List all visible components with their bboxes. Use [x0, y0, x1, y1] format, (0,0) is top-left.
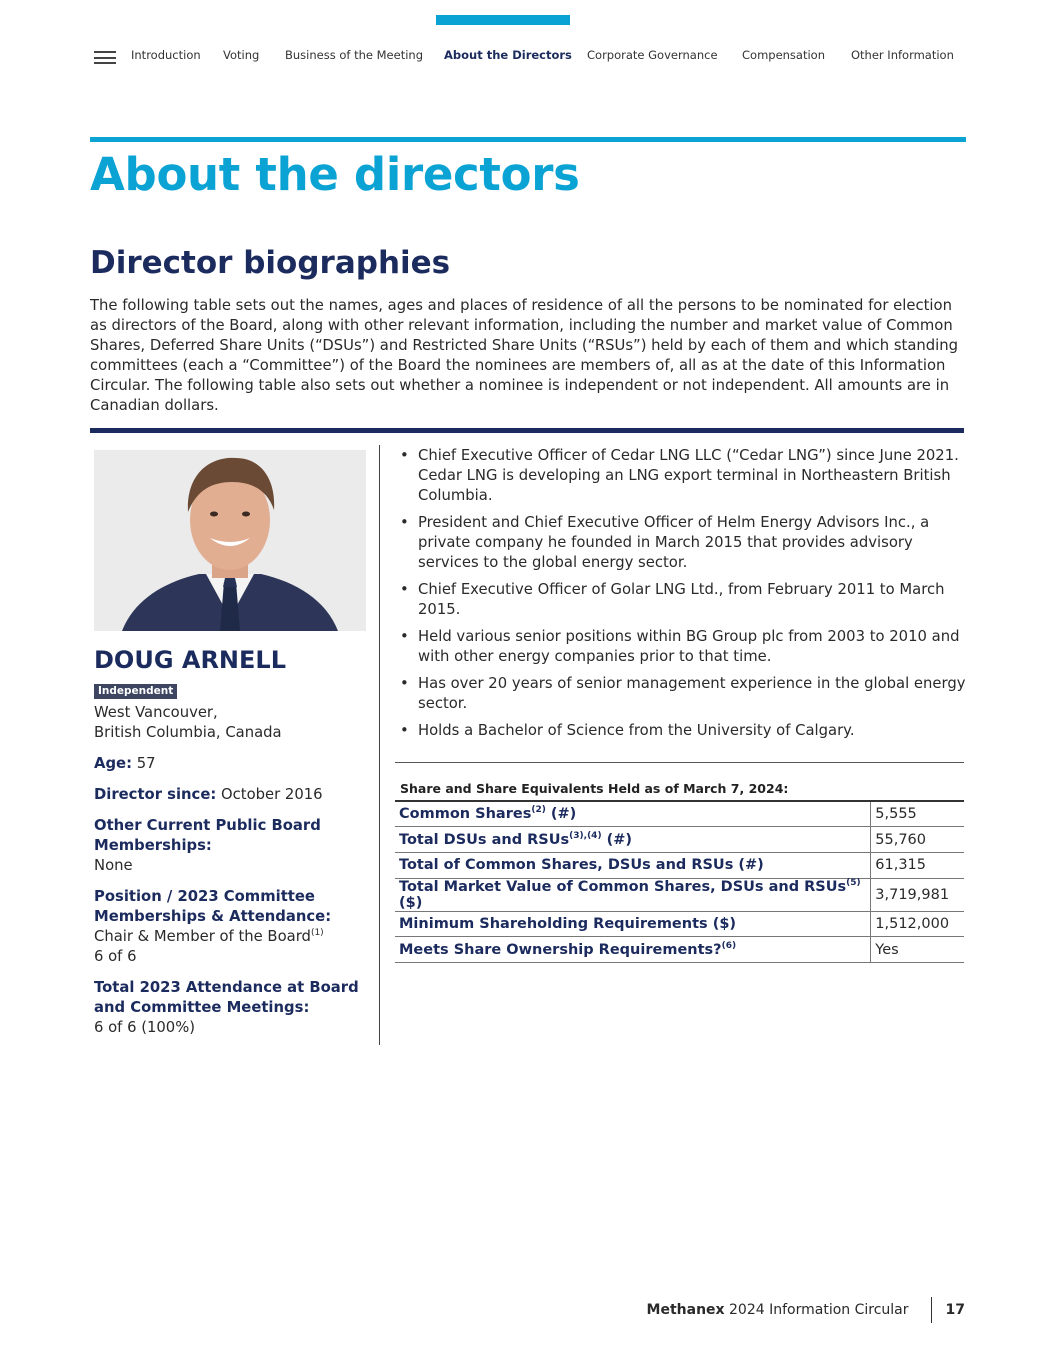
row-label: Total Market Value of Common Shares, DSUs and RSUs — [399, 878, 847, 895]
hamburger-menu-icon[interactable] — [94, 51, 116, 64]
nav-other-information[interactable]: Other Information — [851, 48, 954, 62]
row-footnote: (2) — [531, 805, 546, 816]
table-row — [395, 827, 964, 853]
title-rule — [90, 137, 966, 142]
row-label: Minimum Shareholding Requirements ($) — [399, 915, 737, 932]
row-label: Common Shares — [399, 806, 532, 823]
director-portrait-image — [94, 450, 366, 631]
bio-item: • Held various senior positions within BG Group plc from 2003 to 2010 and with other energy companies prior to that time. — [396, 627, 968, 667]
bio-list — [396, 446, 968, 748]
holdings-caption: Share and Share Equivalents Held as of March 7, 2024: — [400, 781, 789, 796]
row-label: Total of Common Shares, DSUs and RSUs (#) — [399, 857, 764, 874]
total-attendance-label: Total 2023 Attendance at Board and Committee Meetings: — [94, 979, 359, 1016]
age-row — [94, 754, 369, 774]
residence-city: West Vancouver, — [94, 704, 218, 721]
row-footnote: (6) — [721, 940, 737, 951]
nav-compensation[interactable]: Compensation — [742, 48, 825, 62]
age-label: Age: — [94, 755, 132, 772]
row-value: 61,315 — [871, 852, 964, 878]
row-unit: (#) — [545, 806, 577, 823]
table-row — [395, 801, 964, 827]
boards-value: None — [94, 857, 133, 874]
director-photo — [94, 450, 366, 631]
position-label: Position / 2023 Committee Memberships & Attendance: — [94, 888, 332, 925]
footer-brand: Methanex — [646, 1302, 725, 1318]
total-attendance-row — [94, 978, 369, 1038]
bio-item: • Chief Executive Officer of Golar LNG Ltd., from February 2011 to March 2015. — [396, 580, 968, 620]
table-row — [395, 937, 964, 963]
nav-business-of-the-meeting[interactable]: Business of the Meeting — [285, 48, 423, 62]
total-attendance-value: 6 of 6 (100%) — [94, 1019, 196, 1036]
row-value: 55,760 — [871, 827, 964, 853]
row-value: 1,512,000 — [871, 911, 964, 937]
residence-province: British Columbia, Canada — [94, 724, 282, 741]
director-since-label: Director since: — [94, 786, 217, 803]
director-profile — [94, 703, 369, 1049]
boards-row — [94, 816, 369, 876]
row-value: 5,555 — [871, 801, 964, 827]
nav-about-the-directors[interactable]: About the Directors — [444, 48, 572, 62]
bio-item: • Has over 20 years of senior management experience in the global energy sector. — [396, 674, 968, 714]
footer-divider — [931, 1297, 932, 1323]
row-footnote: (5) — [846, 877, 861, 888]
table-row — [395, 852, 964, 878]
footer-document-title: 2024 Information Circular — [724, 1302, 909, 1318]
row-footnote: (3),(4) — [569, 830, 602, 841]
intro-paragraph: The following table sets out the names, ages and places of residence of all the persons to be nominated for election as directors of the Board, along with other relevant information, including the number and market value of Common Shares, Deferred Share Units (“DSUs”) and Restricted Share Units (“RSUs”) held by each of them and which standing committees (each a “Committee”) of the Board the nominees are members of, all as at the date of this Information Circular. The following table also sets out whether a nominee is independent or not independent. All amounts are in Canadian dollars. — [90, 297, 959, 414]
table-row — [395, 911, 964, 937]
holdings-rule — [395, 762, 964, 763]
row-value: 3,719,981 — [871, 878, 964, 911]
page-footer — [647, 1297, 965, 1323]
position-row — [94, 887, 369, 967]
position-attendance: 6 of 6 — [94, 948, 137, 965]
top-nav — [94, 44, 964, 68]
bio-item: • Holds a Bachelor of Science from the University of Calgary. — [396, 721, 968, 741]
row-value: Yes — [871, 937, 964, 963]
page-title: About the directors — [90, 148, 580, 201]
active-section-indicator — [436, 15, 570, 25]
position-footnote: (1) — [310, 928, 324, 939]
row-label: Total DSUs and RSUs — [399, 831, 570, 848]
section-title: Director biographies — [90, 245, 451, 281]
bio-item: • President and Chief Executive Officer of Helm Energy Advisors Inc., a private company he founded in March 2015 that provides advisory services to the global energy sector. — [396, 513, 968, 573]
holdings-table — [395, 800, 964, 963]
independence-badge: Independent — [94, 684, 177, 699]
column-divider — [379, 445, 380, 1045]
nav-voting[interactable]: Voting — [223, 48, 260, 62]
row-unit: (#) — [601, 831, 633, 848]
row-unit: ($) — [399, 894, 423, 911]
nav-introduction[interactable]: Introduction — [131, 48, 201, 62]
section-divider — [90, 428, 964, 433]
director-name: DOUG ARNELL — [94, 646, 286, 674]
position-value: Chair & Member of the Board — [94, 928, 311, 945]
residence — [94, 703, 369, 743]
nav-corporate-governance[interactable]: Corporate Governance — [587, 48, 718, 62]
page-number: 17 — [945, 1302, 965, 1318]
boards-label: Other Current Public Board Memberships: — [94, 817, 321, 854]
director-since-row — [94, 785, 369, 805]
row-label: Meets Share Ownership Requirements? — [399, 941, 722, 958]
table-row — [395, 878, 964, 911]
director-since-value: October 2016 — [221, 786, 323, 803]
bio-item: • Chief Executive Officer of Cedar LNG LLC (“Cedar LNG”) since June 2021. Cedar LNG is developing an LNG export terminal in Northeastern British Columbia. — [396, 446, 968, 506]
age-value: 57 — [136, 755, 156, 772]
